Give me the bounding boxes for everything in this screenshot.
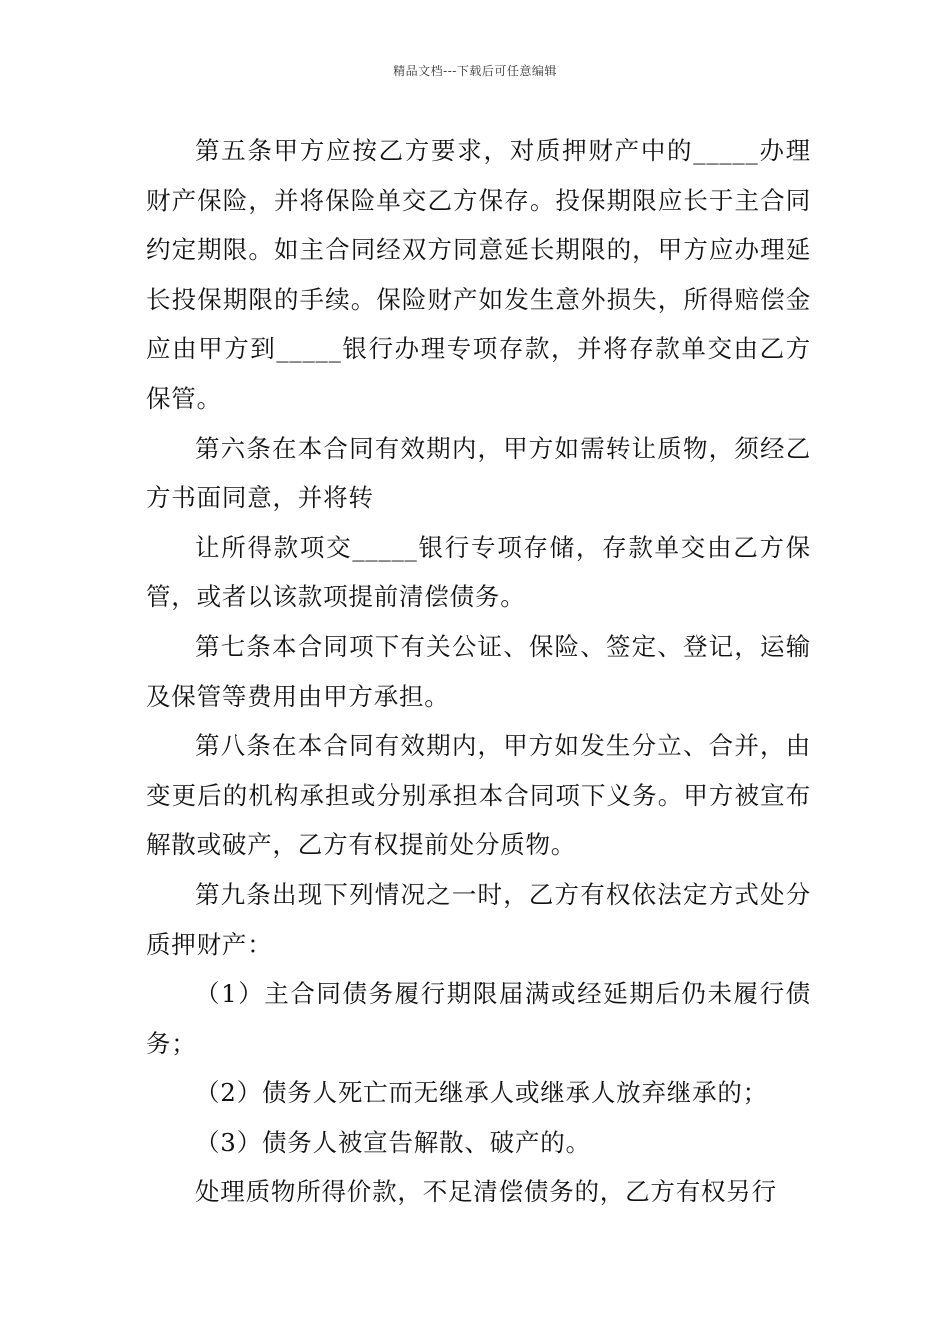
disposal-paragraph: 处理质物所得价款，不足清偿债务的，乙方有权另行: [195, 1177, 777, 1207]
clause-9-item-1: （1）主合同债务履行期限届满或经延期后仍未履行债务；: [146, 979, 811, 1058]
document-body: [146, 126, 811, 1217]
clause-9-paragraph: 第九条出现下列情况之一时，乙方有权依法定方式处分质押财产：: [146, 879, 811, 959]
clause-7-paragraph: 第七条本合同项下有关公证、保险、签定、登记，运输及保管等费用由甲方承担。: [146, 631, 811, 711]
page-header: 精品文档---下载后可任意编辑: [393, 64, 557, 78]
clause-6-continuation: 让所得款项交_____银行专项存储，存款单交由乙方保管，或者以该款项提前清偿债务。: [146, 532, 811, 612]
clause-6-paragraph: 第六条在本合同有效期内，甲方如需转让质物，须经乙方书面同意，并将转: [146, 433, 811, 513]
clause-9-item-3: （3）债务人被宣告解散、破产的。: [195, 1127, 591, 1157]
clause-9-item-2: （2）债务人死亡而无继承人或继承人放弃继承的；: [195, 1078, 768, 1108]
clause-8-paragraph: 第八条在本合同有效期内，甲方如发生分立、合并，由变更后的机构承担或分别承担本合同项下义务。甲方被宣布解散或破产，乙方有权提前处分质物。: [146, 731, 811, 860]
clause-5-paragraph: 第五条甲方应按乙方要求，对质押财产中的_____办理财产保险，并将保险单交乙方保存。投保期限应长于主合同约定期限。如主合同经双方同意延长期限的，甲方应办理延长投保期限的手续。保险财产如发生意外损失，所得赔偿金应由甲方到_____银行办理专项存款，并将存款单交由乙方保管。: [146, 136, 811, 413]
